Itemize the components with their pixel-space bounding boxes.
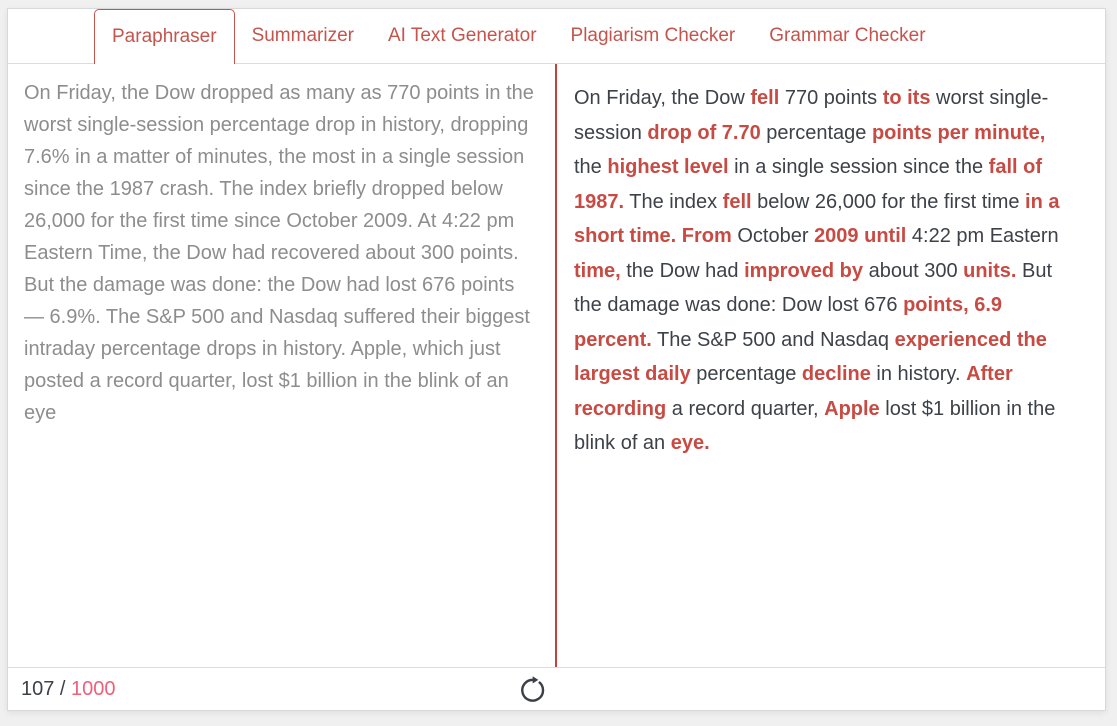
output-word: The index	[624, 190, 723, 213]
refresh-icon	[518, 674, 548, 704]
changed-word[interactable]: time,	[574, 259, 621, 282]
tab-paraphraser[interactable]: Paraphraser	[94, 9, 235, 64]
changed-word[interactable]: highest level	[607, 156, 729, 178]
input-text-area[interactable]	[8, 64, 555, 667]
output-word: worst single-session	[574, 87, 1049, 144]
char-count-limit[interactable]: 1000	[71, 677, 116, 700]
output-word: lost $1 billion in the blink of an	[574, 397, 1056, 454]
output-word: The S&P 500 and Nasdaq	[651, 328, 895, 351]
output-word: below 26,000 for the first time	[751, 190, 1026, 213]
refresh-button[interactable]	[517, 673, 549, 705]
output-word: percentage	[690, 363, 802, 385]
editor-content	[8, 64, 1105, 667]
changed-word[interactable]: experienced the largest daily	[574, 328, 1047, 385]
output-word: in history.	[870, 363, 967, 385]
tab-bar	[8, 9, 1105, 64]
output-word: But the damage was done: Dow lost 676	[574, 259, 1053, 316]
tab-grammar-checker[interactable]: Grammar Checker	[769, 25, 926, 46]
paraphraser-app-card	[7, 8, 1106, 711]
output-text	[574, 81, 1075, 461]
output-word: about 300	[863, 259, 964, 282]
changed-word[interactable]: improved by	[744, 259, 864, 282]
tab-plagiarism-checker[interactable]: Plagiarism Checker	[570, 25, 736, 46]
output-word: 770 points	[779, 87, 883, 109]
output-word: in a single session since the	[728, 156, 989, 178]
char-count	[21, 678, 116, 701]
tab-ai-text-generator[interactable]: AI Text Generator	[387, 25, 537, 46]
output-word: On Friday, the Dow	[574, 87, 751, 109]
changed-word[interactable]: points per minute,	[871, 121, 1046, 144]
changed-word[interactable]: to its	[882, 87, 931, 109]
footer-bar	[8, 667, 1105, 710]
changed-word[interactable]: units.	[963, 259, 1017, 282]
output-word: the Dow had	[620, 259, 745, 282]
char-count-separator: /	[54, 677, 72, 700]
char-count-current: 107	[21, 677, 55, 700]
output-word: the	[574, 156, 608, 178]
changed-word[interactable]: Apple	[824, 397, 880, 420]
changed-word[interactable]: After recording	[574, 363, 1013, 420]
changed-word[interactable]: drop of 7.70	[647, 121, 761, 144]
input-text[interactable]: On Friday, the Dow dropped as many as 770 points in the worst single-session percentage drop in history, dropping 7.6% in a matter of minutes, the most in a single session since the 1987 crash. The index briefly dropped below 26,000 for the first time since October 2009. At 4:22 pm Eastern Time, the Dow had recovered about 300 points. But the damage was done: the Dow had lost 676 points — 6.9%. The S&P 500 and Nasdaq suffered their biggest intraday percentage drops in history. Apple, which just posted a record quarter, lost $1 billion in the blink of an eye	[24, 82, 534, 424]
tab-summarizer[interactable]: Summarizer	[251, 25, 354, 46]
output-word: percentage	[760, 121, 872, 144]
changed-word[interactable]: eye.	[670, 432, 710, 454]
input-footer	[8, 673, 557, 705]
output-word: 4:22 pm Eastern	[906, 225, 1059, 247]
changed-word[interactable]: points, 6.9 percent.	[574, 294, 1002, 351]
changed-word[interactable]: decline	[801, 363, 871, 385]
output-word: October	[731, 225, 815, 247]
output-word: a record quarter,	[666, 397, 825, 420]
changed-word[interactable]: 2009 until	[814, 225, 907, 247]
changed-word[interactable]: fall of 1987.	[574, 156, 1043, 213]
changed-word[interactable]: fell	[722, 190, 752, 213]
output-text-area	[557, 64, 1105, 667]
changed-word[interactable]: in a short time. From	[574, 190, 1060, 247]
changed-word[interactable]: fell	[750, 87, 780, 109]
